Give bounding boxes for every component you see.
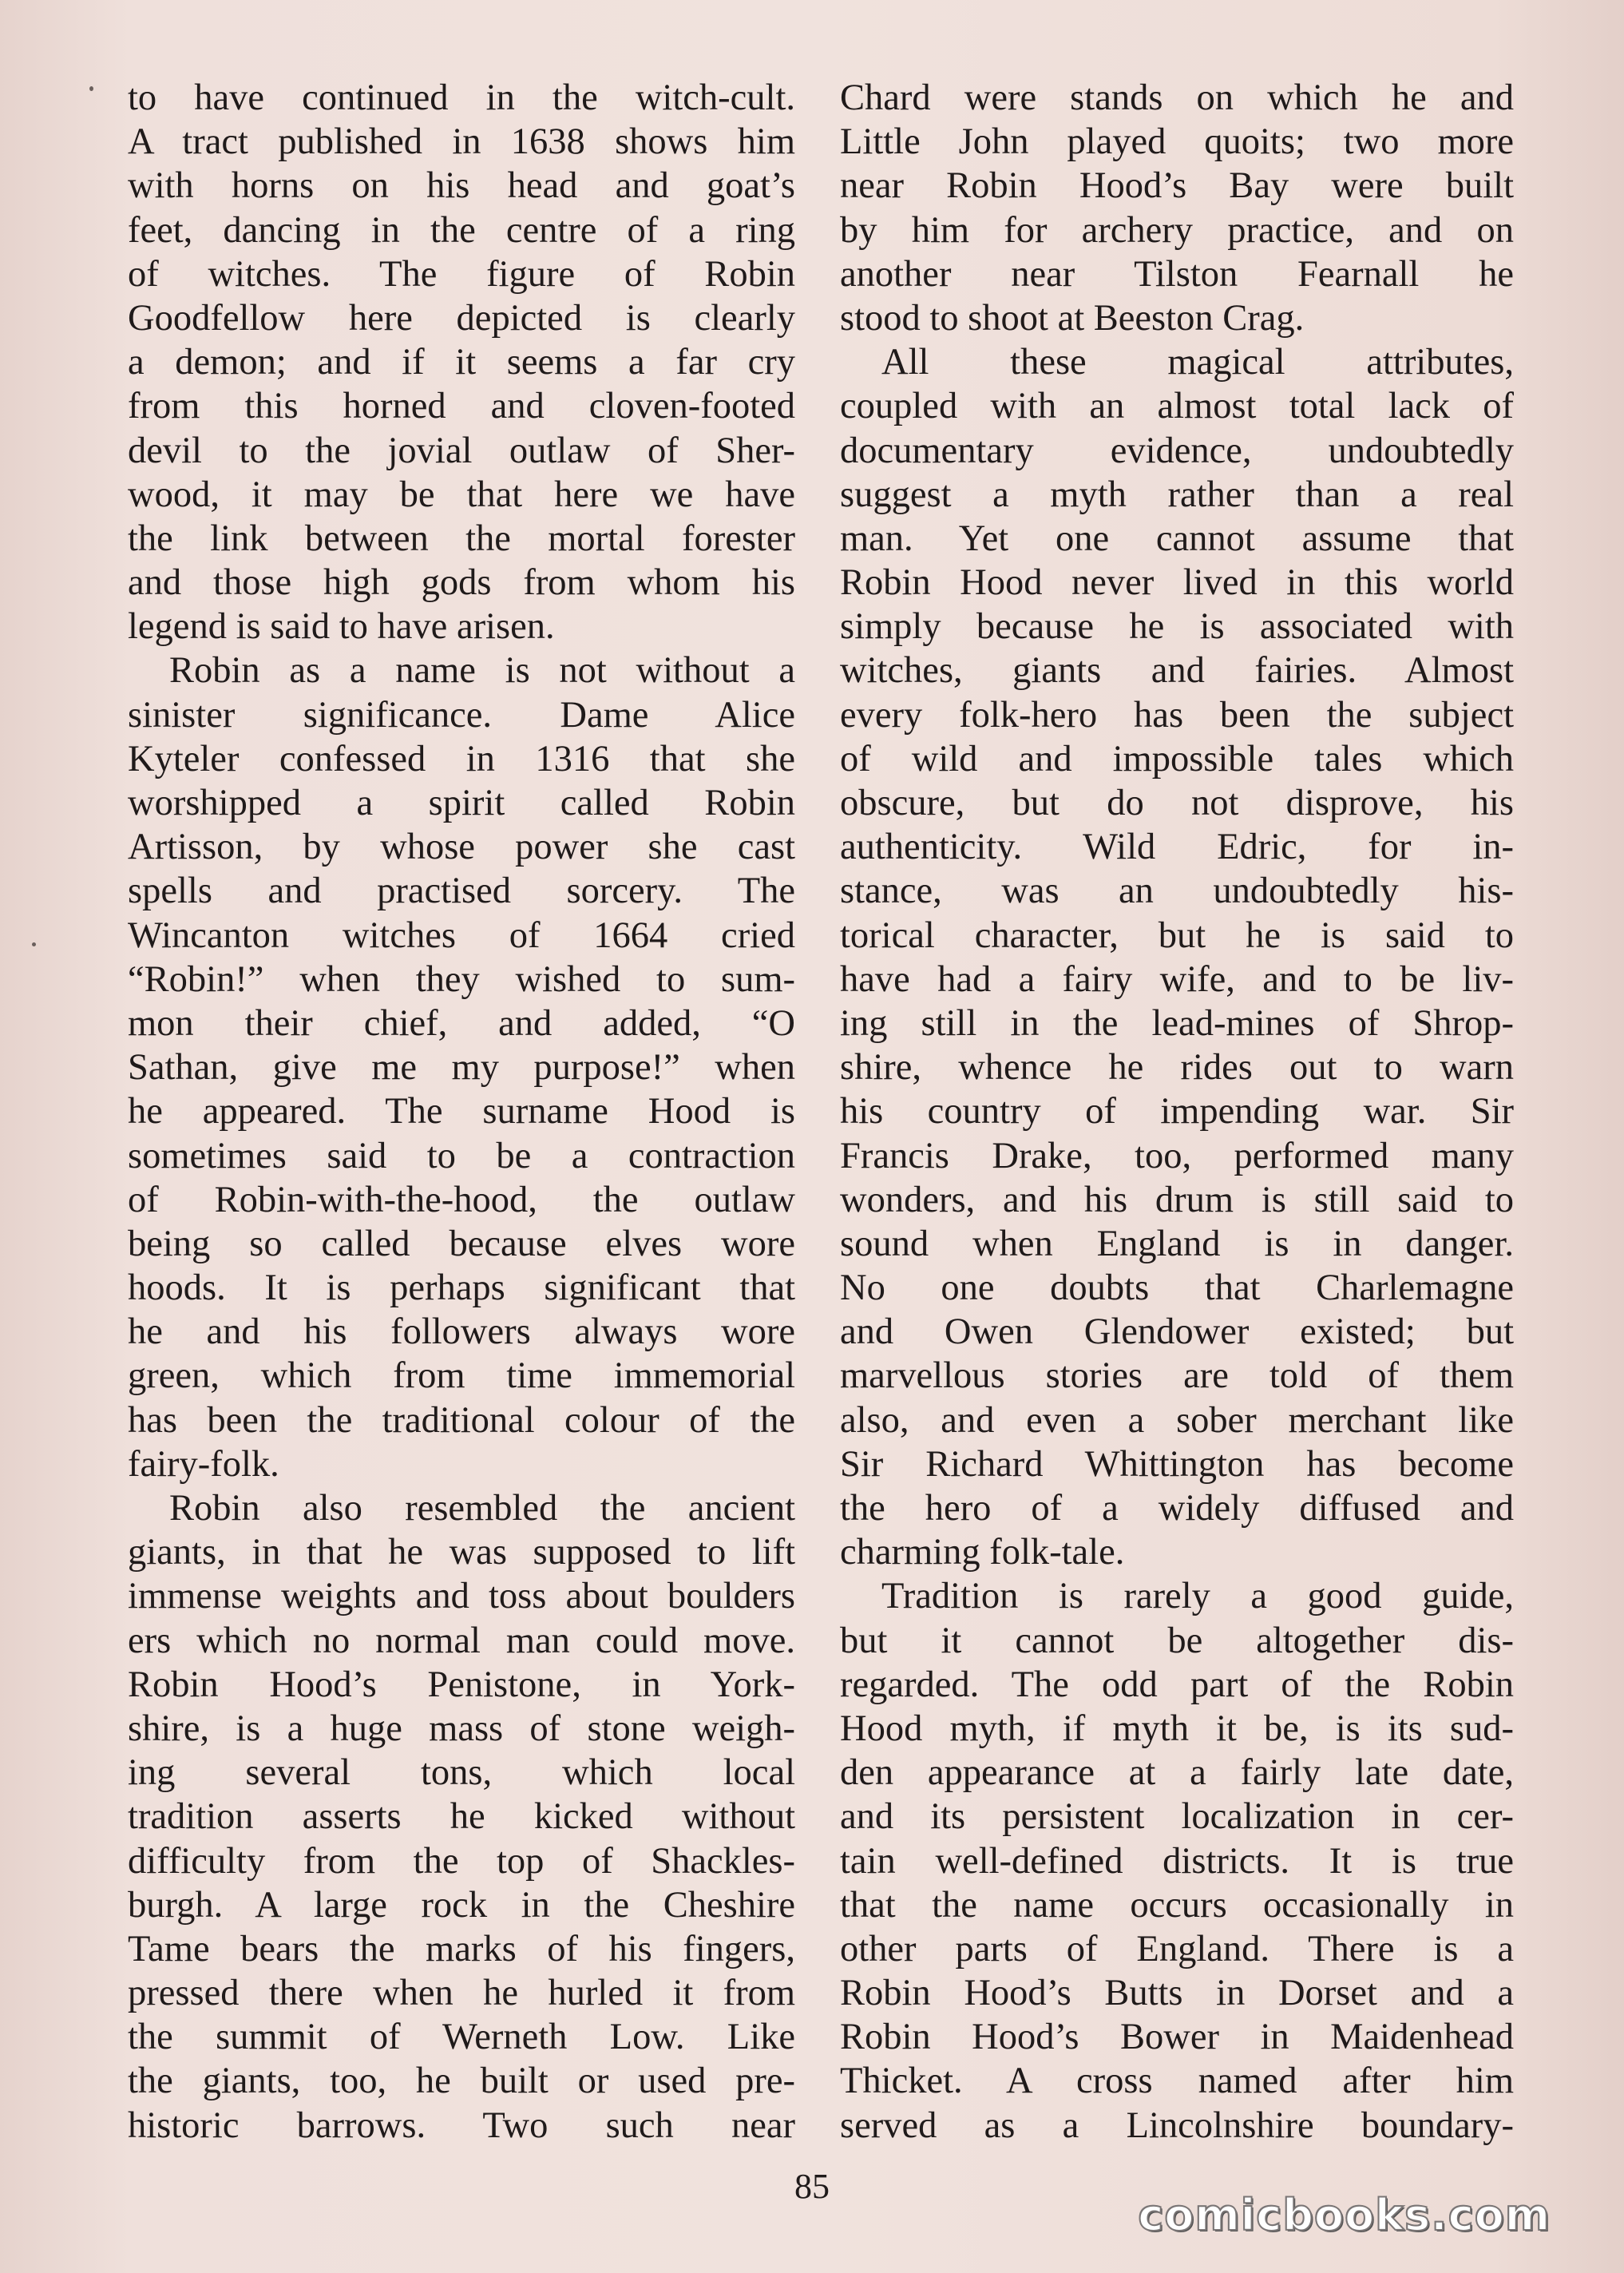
text-line: the hero of a widely diffused and: [840, 1488, 1514, 1529]
text-line: ing still in the lead-mines of Shrop-: [840, 1002, 1514, 1044]
text-line: of Robin-with-the-hood, the outlaw: [128, 1179, 795, 1220]
text-line: Robin Hood’s Butts in Dorset and a: [840, 1973, 1514, 2014]
text-line: Tradition is rarely a good guide,: [881, 1576, 1514, 1617]
text-line: wonders, and his drum is still said to: [840, 1179, 1514, 1220]
text-line: Francis Drake, too, performed many: [840, 1135, 1514, 1176]
text-line: pressed there when he hurled it from: [128, 1973, 795, 2014]
text-line: “Robin!” when they wished to sum-: [128, 958, 795, 1000]
text-line: shire, is a huge mass of stone weigh-: [128, 1708, 795, 1749]
text-line: hoods. It is perhaps significant that: [128, 1267, 795, 1309]
text-line: a demon; and if it seems a far cry: [128, 342, 795, 383]
text-line: he and his followers always wore: [128, 1311, 795, 1353]
text-line: authenticity. Wild Edric, for in-: [840, 827, 1514, 868]
text-line: Thicket. A cross named after him: [840, 2061, 1514, 2102]
text-line: from this horned and cloven-footed: [128, 386, 795, 427]
text-line: man. Yet one cannot assume that: [840, 518, 1514, 559]
text-line: Robin Hood’s Bower in Maidenhead: [840, 2017, 1514, 2058]
text-line: to have continued in the witch-cult.: [128, 77, 795, 118]
text-line: with horns on his head and goat’s: [128, 165, 795, 207]
text-line: fairy-folk.: [128, 1443, 279, 1485]
text-line: has been the traditional colour of the: [128, 1399, 795, 1441]
text-line: Little John played quoits; two more: [840, 121, 1514, 163]
text-line: Robin as a name is not without a: [169, 650, 795, 692]
text-line: another near Tilston Fearnall he: [840, 253, 1514, 295]
text-line: regarded. The odd part of the Robin: [840, 1664, 1514, 1705]
text-line: and those high gods from whom his: [128, 562, 795, 604]
print-speck: [89, 86, 93, 91]
text-line: torical character, but he is said to: [840, 914, 1514, 956]
text-line: his country of impending war. Sir: [840, 1091, 1514, 1133]
text-line: that the name occurs occasionally in: [840, 1884, 1514, 1926]
text-line: immense weights and toss about boulders: [128, 1576, 795, 1617]
text-line: tradition asserts he kicked without: [128, 1796, 795, 1838]
text-line: marvellous stories are told of them: [840, 1355, 1514, 1397]
text-line: historic barrows. Two such near: [128, 2104, 795, 2146]
text-line: den appearance at a fairly late date,: [840, 1752, 1514, 1794]
text-line: by him for archery practice, and on: [840, 209, 1514, 251]
text-line: Robin also resembled the ancient: [169, 1488, 795, 1529]
text-line: burgh. A large rock in the Cheshire: [128, 1884, 795, 1926]
text-line: the link between the mortal forester: [128, 518, 795, 559]
text-line: documentary evidence, undoubtedly: [840, 430, 1514, 471]
text-line: Sir Richard Whittington has become: [840, 1443, 1514, 1485]
text-line: Goodfellow here depicted is clearly: [128, 297, 795, 339]
text-line: stance, was an undoubtedly his-: [840, 871, 1514, 912]
text-line: of witches. The figure of Robin: [128, 253, 795, 295]
text-line: wood, it may be that here we have: [128, 474, 795, 515]
text-line: No one doubts that Charlemagne: [840, 1267, 1514, 1309]
left-text-column: [128, 76, 795, 2148]
text-line: Robin Hood never lived in this world: [840, 562, 1514, 604]
text-line: Wincanton witches of 1664 cried: [128, 914, 795, 956]
text-line: but it cannot be altogether dis-: [840, 1620, 1514, 1661]
text-line: charming folk-tale.: [840, 1532, 1125, 1573]
text-line: ing several tons, which local: [128, 1752, 795, 1794]
text-line: every folk-hero has been the subject: [840, 694, 1514, 736]
print-speck: [32, 942, 36, 946]
text-line: Sathan, give me my purpose!” when: [128, 1047, 795, 1089]
text-line: Tame bears the marks of his fingers,: [128, 1928, 795, 1970]
right-text-column: [840, 76, 1514, 2148]
text-line: sometimes said to be a contraction: [128, 1135, 795, 1176]
text-line: shire, whence he rides out to warn: [840, 1047, 1514, 1089]
text-line: the giants, too, he built or used pre-: [128, 2061, 795, 2102]
text-line: mon their chief, and added, “O: [128, 1002, 795, 1044]
text-line: simply because he is associated with: [840, 606, 1514, 648]
text-line: sound when England is in danger.: [840, 1223, 1514, 1264]
text-line: near Robin Hood’s Bay were built: [840, 165, 1514, 207]
watermark-logo: comicbooks.com: [1138, 2190, 1551, 2240]
text-line: All these magical attributes,: [881, 342, 1514, 383]
text-line: Artisson, by whose power she cast: [128, 827, 795, 868]
text-line: A tract published in 1638 shows him: [128, 121, 795, 163]
text-line: and Owen Glendower existed; but: [840, 1311, 1514, 1353]
text-line: of wild and impossible tales which: [840, 738, 1514, 779]
text-line: he appeared. The surname Hood is: [128, 1091, 795, 1133]
text-line: Hood myth, if myth it be, is its sud-: [840, 1708, 1514, 1749]
text-line: served as a Lincolnshire boundary-: [840, 2104, 1514, 2146]
text-line: ers which no normal man could move.: [128, 1620, 795, 1661]
text-line: sinister significance. Dame Alice: [128, 694, 795, 736]
text-line: Robin Hood’s Penistone, in York-: [128, 1664, 795, 1705]
text-line: suggest a myth rather than a real: [840, 474, 1514, 515]
page-number: 85: [794, 2167, 830, 2206]
text-line: witches, giants and fairies. Almost: [840, 650, 1514, 692]
text-line: being so called because elves wore: [128, 1223, 795, 1264]
text-line: green, which from time immemorial: [128, 1355, 795, 1397]
text-line: other parts of England. There is a: [840, 1928, 1514, 1970]
text-line: the summit of Werneth Low. Like: [128, 2017, 795, 2058]
text-line: difficulty from the top of Shackles-: [128, 1840, 795, 1882]
text-line: devil to the jovial outlaw of Sher-: [128, 430, 795, 471]
text-line: coupled with an almost total lack of: [840, 386, 1514, 427]
text-line: legend is said to have arisen.: [128, 606, 555, 648]
text-line: obscure, but do not disprove, his: [840, 783, 1514, 823]
text-line: also, and even a sober merchant like: [840, 1399, 1514, 1441]
text-line: giants, in that he was supposed to lift: [128, 1532, 795, 1573]
text-line: stood to shoot at Beeston Crag.: [840, 297, 1305, 339]
text-line: Kyteler confessed in 1316 that she: [128, 738, 795, 779]
text-line: tain well-defined districts. It is true: [840, 1840, 1514, 1882]
text-line: Chard were stands on which he and: [840, 77, 1514, 118]
text-line: and its persistent localization in cer-: [840, 1796, 1514, 1838]
text-line: worshipped a spirit called Robin: [128, 783, 795, 823]
text-line: have had a fairy wife, and to be liv-: [840, 958, 1514, 1000]
text-line: spells and practised sorcery. The: [128, 871, 795, 912]
text-line: feet, dancing in the centre of a ring: [128, 209, 795, 251]
